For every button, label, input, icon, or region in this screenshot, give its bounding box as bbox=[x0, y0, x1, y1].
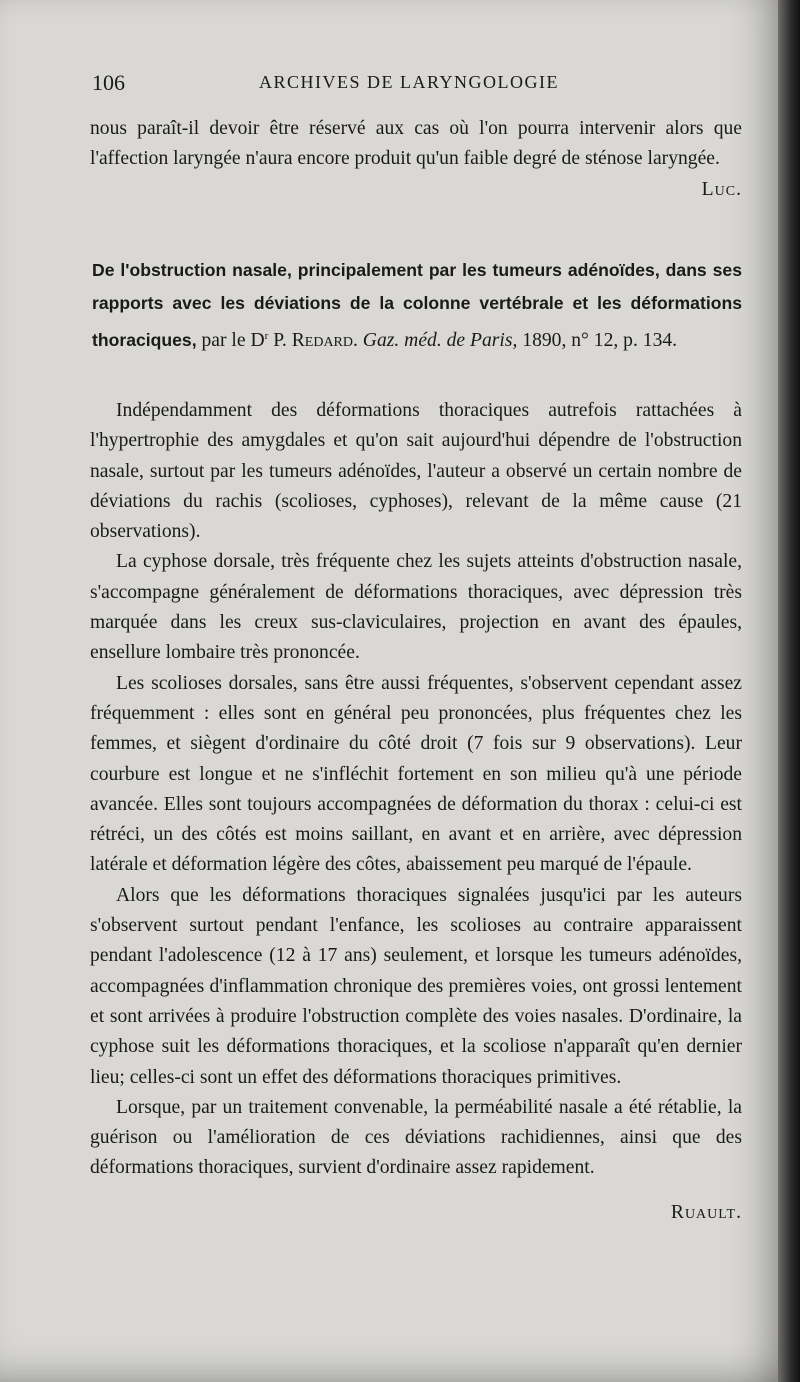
article-title-block bbox=[92, 254, 742, 357]
page-header bbox=[92, 70, 742, 100]
article-signature: Ruault. bbox=[670, 1201, 742, 1223]
article-paragraph: Les scolioses dorsales, sans être aussi fréquentes, s'observent cependant assez fréquemment : elles sont en général peu prononcées, plus fréquentes chez les femmes, et siègent d'ordinaire du côté droit (7 fois sur 9 observations). Leur courbure est longue et ne s'infléchit fortement en son milieu qu'à une période avancée. Elles sont toujours accompagnées de déformation du thorax : celui-ci est rétréci, un des côtés est moins saillant, en avant et en arrière, avec dépression latérale et déformation légère des côtes, abaissement peu marqué de l'épaule. bbox=[90, 672, 742, 876]
page-edge-shadow bbox=[778, 0, 800, 1382]
article-title: De l'obstruction nasale, principalement par les tumeurs adénoïdes, dans ses rapports avec les déviations de la colonne vertébrale et les déformations thoraciques, bbox=[92, 260, 742, 350]
article-byline-sup: r bbox=[264, 330, 269, 342]
running-title: ARCHIVES DE LARYNGOLOGIE bbox=[259, 72, 559, 92]
article-paragraph: La cyphose dorsale, très fréquente chez les sujets atteints d'obstruction nasale, s'accompagne généralement de déformations thoraciques, avec dépression très marquée dans les creux sus-claviculaires, projection en avant des épaules, ensellure lombaire très prononcée. bbox=[90, 551, 742, 664]
article-paragraph: Alors que les déformations thoraciques signalées jusqu'ici par les auteurs s'observent surtout pendant l'enfance, les scolioses au contraire apparaissent pendant l'adolescence (12 à 17 ans) seulement, et lorsque les tumeurs adénoïdes, accompagnées d'inflammation chronique des premières voies, ont grossi lentement et sont arrivées à produire l'obstruction complète des voies nasales. D'ordinaire, la cyphose suit les déformations thoraciques, et la scoliose n'apparaît qu'en dernier lieu; celles-ci sont un effet des déformations thoraciques primitives. bbox=[90, 884, 742, 1088]
article-byline-prefix: par le D bbox=[196, 330, 265, 351]
page-number: 106 bbox=[92, 70, 125, 95]
article-paragraph: Lorsque, par un traitement convenable, la perméabilité nasale a été rétablie, la guérison ou l'amélioration de ces déviations rachidiennes, ainsi que des déformations thoraciques, survient d'ordinaire assez rapidement. bbox=[90, 1096, 742, 1179]
previous-article-ending bbox=[90, 114, 742, 205]
article-citation: 1890, n° 12, p. 134. bbox=[517, 330, 678, 351]
article-journal: Gaz. méd. de Paris, bbox=[357, 330, 518, 351]
previous-article-paragraph: nous paraît-il devoir être réservé aux cas où l'on pourra intervenir alors que l'affection laryngée n'aura encore produit qu'un faible degré de sténose laryngée. bbox=[90, 118, 742, 170]
previous-article-signature: Luc. bbox=[701, 178, 742, 200]
article-author: P. Redard. bbox=[268, 330, 358, 351]
article-body bbox=[90, 396, 742, 1228]
article-paragraph: Indépendamment des déformations thoraciques autrefois rattachées à l'hypertrophie des amygdales et qu'on sait aujourd'hui dépendre de l'obstruction nasale, surtout par les tumeurs adénoïdes, l'auteur a observé un certain nombre de déviations du rachis (scolioses, cyphoses), relevant de la même cause (21 observations). bbox=[90, 400, 742, 543]
